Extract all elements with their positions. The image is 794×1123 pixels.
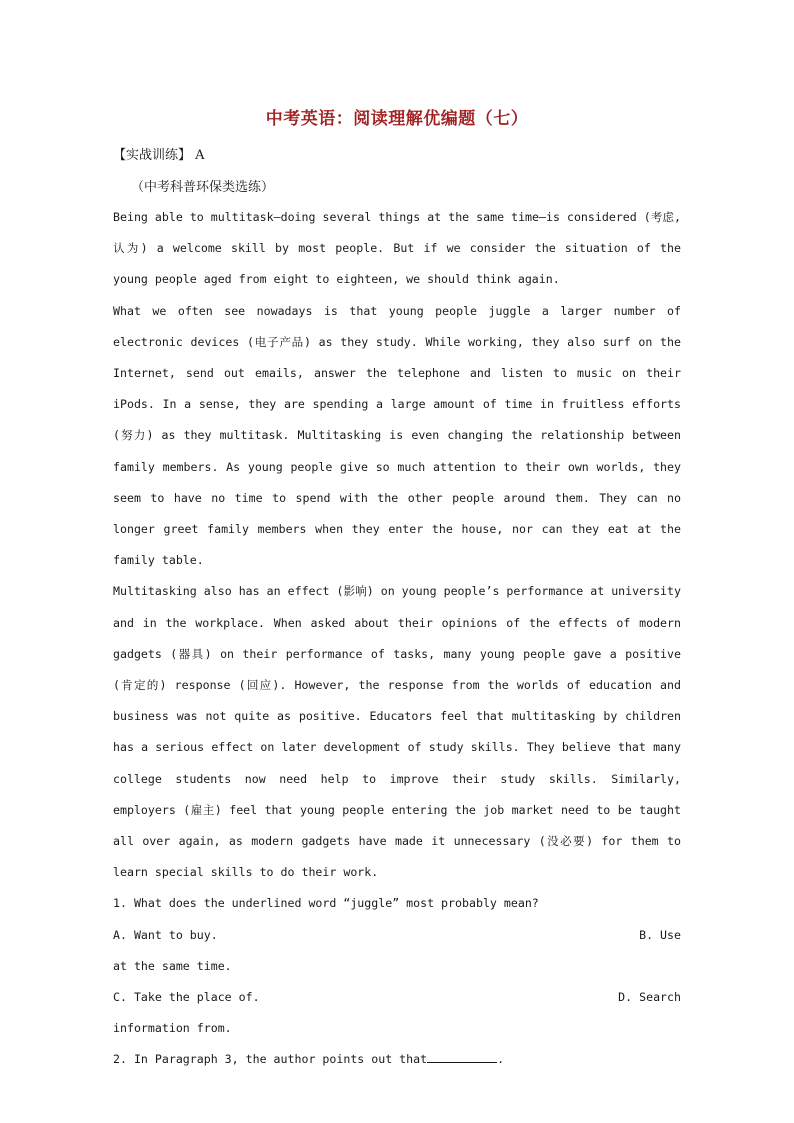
option-d-start: D. Search (618, 990, 681, 1005)
question-2-stem (113, 1044, 681, 1075)
question-1-options-row-2 (113, 982, 681, 1013)
document-title: 中考英语：阅读理解优编题（七） (265, 109, 529, 129)
option-b-end: at the same time. (113, 958, 232, 973)
paragraph-3: Multitasking also has an effect (影响) on young people’s performance at university and in the workplace. When asked about their opinions of the effects of modern gadgets (器具) on their performance of tasks, many young people gave a positive (肯定的) response (回应). However, the response from the worlds of education and business was not quite as positive. Educators feel that multitasking by children has a serious effect on later development of study skills. They believe that many college students now need help to improve their study skills. Similarly, employers (雇主) feel that young people entering the job market need to be taught all over again, as modern gadgets have made it unnecessary (没必要) for them to learn special skills to do their work. (113, 584, 681, 880)
option-d-end: information from. (113, 1021, 232, 1036)
question-2-text: 2. In Paragraph 3, the author points out that (113, 1052, 428, 1067)
answer-blank (427, 1050, 497, 1063)
paragraph-2: What we often see nowadays is that young people juggle a larger number of electronic devices (电子产品) as they study. While working, they also surf on the Internet, send out emails, answer the telephone and listen to music on their iPods. In a sense, they are spending a large amount of time in fruitless efforts (努力) as they multitask. Multitasking is even changing the relationship between family members. As young people give so much attention to their own worlds, they seem to have no time to spend with the other people around them. They can no longer greet family members when they enter the house, nor can they eat at the family table. (113, 303, 681, 568)
section-subtitle: （中考科普环保类选练） (131, 180, 275, 195)
option-b-start: B. Use (639, 927, 681, 942)
question-1-options-row-1 (113, 920, 681, 951)
paragraph-1: Being able to multitask—doing several things at the same time—is considered (考虑,认为) a welcome skill by most people. But if we consider the situation of the young people aged from eight to eighteen, we should think again. (113, 210, 681, 287)
section-label: 【实战训练】 A (113, 148, 205, 163)
question-2-end: . (497, 1052, 505, 1067)
question-1-stem: 1. What does the underlined word “juggle” most probably mean? (113, 896, 539, 911)
option-c: C. Take the place of. (113, 990, 260, 1005)
reading-passage (113, 202, 681, 1076)
option-a: A. Want to buy. (113, 927, 218, 942)
